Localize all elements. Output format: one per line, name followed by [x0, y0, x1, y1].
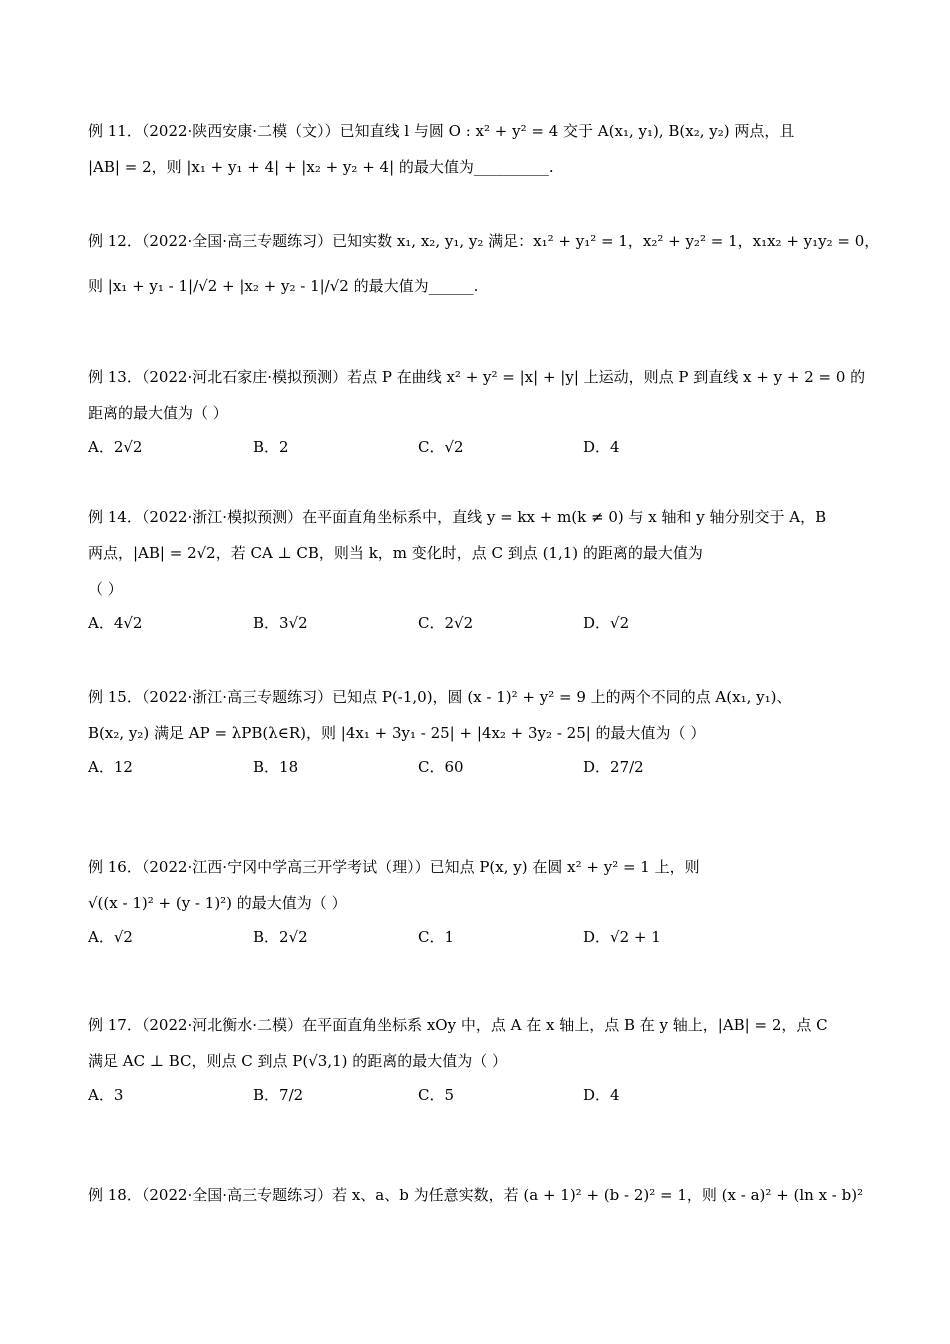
- choice-a[interactable]: A．12: [88, 758, 133, 776]
- example-16: [88, 856, 868, 952]
- choice-d[interactable]: D．4: [583, 438, 620, 456]
- example-13: [88, 366, 868, 462]
- choice-c[interactable]: C．2√2: [418, 614, 474, 632]
- problem-line: 满足 AC ⊥ BC，则点 C 到点 P(√3,1) 的距离的最大值为（ ）: [88, 1052, 508, 1070]
- choice-d[interactable]: D．√2: [583, 614, 630, 632]
- choice-d[interactable]: D．27/2: [583, 758, 644, 776]
- choice-b[interactable]: B．7/2: [253, 1086, 304, 1104]
- problem-line: 例 17．（2022·河北衡水·二模）在平面直角坐标系 xOy 中，点 A 在 x 轴上，点 B 在 y 轴上，|AB| = 2，点 C: [88, 1016, 828, 1034]
- answer-choices: [88, 612, 868, 638]
- problem-line: 例 15．（2022·浙江·高三专题练习）已知点 P(-1,0)，圆 (x - 1)² + y² = 9 上的两个不同的点 A(x₁, y₁)、: [88, 688, 792, 706]
- answer-choices: [88, 1084, 868, 1110]
- problem-line: B(x₂, y₂) 满足 AP = λPB(λ∈R)，则 |4x₁ + 3y₁ - 25| + |4x₂ + 3y₂ - 25| 的最大值为（ ）: [88, 724, 706, 742]
- answer-choices: [88, 436, 868, 462]
- choice-c[interactable]: C．1: [418, 928, 455, 946]
- choice-b[interactable]: B．2: [253, 438, 289, 456]
- choice-b[interactable]: B．18: [253, 758, 299, 776]
- choice-a[interactable]: A．4√2: [88, 614, 143, 632]
- problem-line: 距离的最大值为（ ）: [88, 404, 228, 422]
- answer-choices: [88, 756, 868, 782]
- problem-line: （ ）: [88, 580, 123, 598]
- problem-line: 例 14．（2022·浙江·模拟预测）在平面直角坐标系中，直线 y = kx + m(k ≠ 0) 与 x 轴和 y 轴分别交于 A，B: [88, 508, 827, 526]
- problem-line: 例 12．（2022·全国·高三专题练习）已知实数 x₁, x₂, y₁, y₂ 满足：x₁² + y₁² = 1，x₂² + y₂² = 1，x₁x₂ + y₁y₂ = 0，: [88, 232, 880, 250]
- choice-c[interactable]: C．5: [418, 1086, 455, 1104]
- answer-choices: [88, 926, 868, 952]
- problem-line: 例 11．（2022·陕西安康·二模（文））已知直线 l 与圆 O : x² + y² = 4 交于 A(x₁, y₁), B(x₂, y₂) 两点，且: [88, 122, 795, 140]
- choice-b[interactable]: B．2√2: [253, 928, 308, 946]
- choice-a[interactable]: A．√2: [88, 928, 133, 946]
- problem-line: 例 18．（2022·全国·高三专题练习）若 x、a、b 为任意实数，若 (a + 1)² + (b - 2)² = 1，则 (x - a)² + (ln x - b)²: [88, 1186, 864, 1204]
- problem-line: |AB| = 2，则 |x₁ + y₁ + 4| + |x₂ + y₂ + 4| 的最大值为__________.: [88, 158, 554, 176]
- choice-a[interactable]: A．2√2: [88, 438, 143, 456]
- choice-b[interactable]: B．3√2: [253, 614, 308, 632]
- example-18: [88, 1184, 868, 1206]
- example-11: [88, 120, 868, 178]
- problem-line: 两点，|AB| = 2√2，若 CA ⊥ CB，则当 k，m 变化时，点 C 到点 (1,1) 的距离的最大值为: [88, 544, 703, 562]
- problem-line: 例 13．（2022·河北石家庄·模拟预测）若点 P 在曲线 x² + y² = |x| + |y| 上运动，则点 P 到直线 x + y + 2 = 0 的: [88, 368, 866, 386]
- example-12: [88, 230, 880, 306]
- choice-a[interactable]: A．3: [88, 1086, 124, 1104]
- problem-line: 则 |x₁ + y₁ - 1|/√2 + |x₂ + y₂ - 1|/√2 的最大值为______.: [88, 277, 479, 295]
- example-15: [88, 686, 868, 782]
- problem-line: 例 16．（2022·江西·宁冈中学高三开学考试（理））已知点 P(x, y) 在圆 x² + y² = 1 上，则: [88, 858, 700, 876]
- choice-d[interactable]: D．4: [583, 1086, 620, 1104]
- choice-c[interactable]: C．√2: [418, 438, 464, 456]
- example-14: [88, 506, 868, 638]
- example-17: [88, 1014, 868, 1110]
- choice-d[interactable]: D．√2 + 1: [583, 928, 661, 946]
- problem-line: √((x - 1)² + (y - 1)²) 的最大值为（ ）: [88, 894, 347, 912]
- choice-c[interactable]: C．60: [418, 758, 464, 776]
